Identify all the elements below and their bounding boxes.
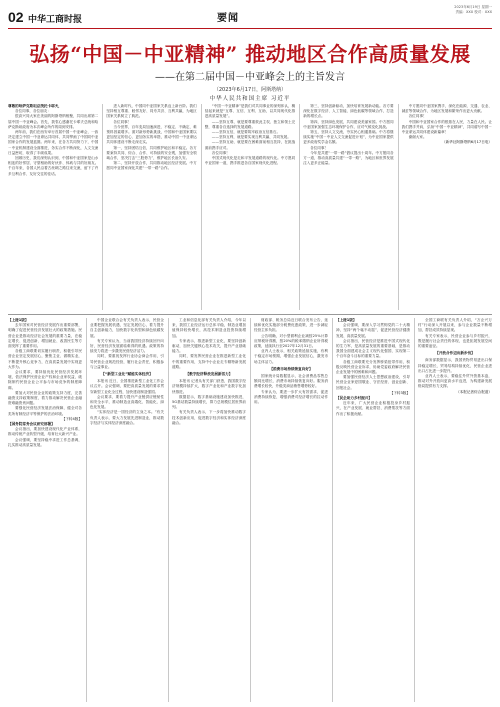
paragraph: 有关专家认为，当前我国经济持续回升向好，民营经济发展面临难得的机遇。政策的持续发力将进一步激发民营经济活力。 [90,338,164,354]
column-divider [299,104,300,310]
meta-editor: 责编：XXX 校对：XXX [455,10,492,14]
meta-date: 2023年6月19日 星期一 [454,5,492,9]
paragraph: 同时，要发挥民营企业在推进新型工业化中的重要作用，支持中小企业走专精特新发展道路。 [172,354,246,369]
byline: 中华人民共和国主席 习近平 [209,96,291,102]
paragraph: ——坚持互信，就是要筑牢政治互信基石。 [211,130,281,135]
paragraph: 【开放合作迈出新步伐】 [435,351,475,356]
paper-name: 中华工商时报 [28,15,83,25]
headline: 弘扬“中国－中亚精神” 推动地区合作高质量发展 [29,42,471,66]
paragraph: 各位同事！ [408,114,427,119]
paragraph: 【上接1版】 [8,318,29,322]
masthead [8,4,492,28]
paragraph: 本报讯 记者从有关部门获悉，我国数字经济规模持续扩大，数字产业化和产业数字化加快推进。 [172,379,246,394]
column-divider [332,318,333,702]
paragraph: （本报记者综合报道） [456,389,492,394]
paragraph: 【下转3版】 [389,390,410,395]
paragraph: 各位同事！ [211,150,230,155]
paragraph: 专家表示，推进新型工业化，要坚持创新驱动，加快关键核心技术攻关，提升产业基础能力。 [172,338,246,354]
paragraph: 会议强调，要深入学习贯彻党的二十大精神，坚持“两个毫不动摇”，促进民营经济健康发展、高质量发展。 [336,323,410,338]
paragraph: 中国企业联合会有关负责人表示，民营企业要把握发展机遇，坚定发展信心，着力提升自主创新能力，加快数字化转型和绿色低碳发展。 [90,318,164,338]
paragraph: 会议指出，民营经济是推进中国式现代化的生力军，是高质量发展的重要基础，是推动我国全面建成社会主义现代化强国、实现第二个百年奋斗目标的重要力量。 [336,338,410,359]
paragraph: 各级工商联要充分发挥桥梁纽带作用，积极反映民营企业诉求，协助党委政府解决民营企业发展中的困难和问题。 [336,359,410,375]
paragraph: 中国和中亚国家合作的根基在人民，力量在人民。让我们携手并肩，弘扬“中国－中亚精神”，共同谱写中国－中亚命运共同体建设新篇章！ [401,119,492,135]
paragraph: 业内人士表示，要稳住外贸外资基本盘，推动对外开放向更高水平迈进，为构建新发展格局提供有力支撑。 [418,374,492,389]
paragraph: 进入新时代，中国同中亚国家关系迈上新台阶。我们坚持相互尊重、睦邻友好、同舟共济、互利共赢，为地区国家关系树立了典范。 [106,104,197,119]
column-divider [201,104,202,310]
text-column [336,318,410,702]
text-column [172,318,246,702]
paragraph: 【民企助力乡村振兴】 [336,396,372,401]
paragraph: “实体经济是一国经济的立身之本。”有关负责人表示，要大力发展先进制造业，推动数字经济与实体经济深度融合。 [90,410,164,425]
column-divider [102,104,103,310]
paragraph: 【上接1版】 [336,318,357,322]
paragraph: 第二，坚持开放合作，共同推动地区经济发展。中方愿同中亚国家深化共建“一带一路”合作。 [106,161,197,171]
paragraph: 会议要求，要着力提升产业链供应链韧性和安全水平，推动制造业高端化、智能化、绿色化发展。 [90,394,164,410]
paragraph: 近年来，广大民营企业积极投身乡村振兴，在产业发展、就业帮扶、消费帮扶等方面作出了积极贡献。 [336,401,410,416]
paragraph: ——坚持互尊，就是要尊重彼此主权、独立和领土完整，尊重各自选择的发展道路。 [204,119,296,129]
section-title: 要闻 [217,13,239,24]
text-column [303,104,393,310]
column-divider [398,104,399,310]
paragraph: 各位同事！ [113,119,132,124]
text-column [402,104,492,310]
page-number: 02 [8,9,24,25]
paragraph: 两年前，我们在西安举行首届中国－中亚峰会，一致决定建立中国－中亚命运共同体，共同擘画了中国同中亚国家合作的发展蓝图。两年来，在各方共同努力下，中国－中亚机制建设全面推进，务实合作不断深化，人文交流日益密切，取得了丰硕成果。 [8,130,99,155]
paragraph: 【消费市场持续恢复向好】 [269,366,313,371]
masthead-rule [8,28,492,29]
paragraph: 【“新型工业化”赋能实体经济】 [101,372,153,377]
text-column [106,104,196,310]
paragraph: （新华社阿斯塔纳6月17日电） [442,140,492,145]
paragraph: 要加大对民营企业的政策支持力度，完善融资支持政策制度，着力推动解决民营企业融资难融资贵问题。 [8,390,82,406]
section-divider [8,314,492,315]
paragraph: 当今世界，百年变局加速演进，不稳定、不确定、难预料因素增多。面对新形势新挑战，中国和中亚国家要以更加坚定的信心、更加务实的举措，推动中国－中亚命运共同体建设不断走深走实。 [106,124,197,145]
paragraph: 各级工商联要切实履行职责，积极引导民营企业坚定发展信心，聚焦主业、做精实业，不断提升核心竞争力，在高质量发展中实现更大作为。 [8,349,82,369]
column-divider [250,318,251,702]
text-column [418,318,492,702]
text-column [8,318,82,702]
paragraph: 谢谢大家。 [408,135,427,140]
column-divider [168,318,169,702]
paragraph: 各位同事！ [310,145,329,150]
paragraph: 财政部、税务总局近日联合发布公告，延续和优化实施部分税费优惠政策，进一步减轻经营主体负担。 [254,318,328,333]
text-column [254,318,328,702]
paragraph: 会议强调，要坚持稳中求进工作总基调，扎实推动高质量发展。 [8,437,82,447]
paragraph: 全国工商联有关负责人介绍，“万企兴万村”行动深入开展以来，参与企业数量不断增加，帮扶成效持续显现。 [418,318,492,333]
paragraph: 中国式现代化是走和平发展道路的现代化。中方愿同中亚国家一道，携手推进各自国家现代化进程。 [204,156,296,166]
paragraph: 【国务院常务会议研究部署】 [8,422,55,427]
paragraph: 会议指出，要加快建设现代化产业体系，推动传统产业转型升级，培育壮大新兴产业。 [8,427,82,437]
paragraph: 今年是共建“一带一路”倡议提出十周年。中方愿同各方一道，推动高质量共建“一带一路”，为地区和世界发展注入更多正能量。 [303,150,394,166]
speech-date: （2023年6月17日，阿斯塔纳） [213,87,287,93]
paragraph: 公告明确，对小型微利企业减按25%计算应纳税所得额，按20%的税率缴纳企业所得税政策，延续执行至2027年12月31日。 [254,333,328,349]
paragraph: 有关负责人表示，下一步将加快推动数字技术创新应用，促进数字经济和实体经济深度融合。 [172,410,246,425]
paragraph: 商务部数据显示，我国货物贸易进出口保持稳定增长，贸易结构持续优化，民营企业进出口占比进一步提升。 [418,358,492,373]
paragraph: 去年国家对民营经济发展作出重要部署，明确了促进民营经济发展壮大的政策措施。民营企业是推动经济社会发展的重要力量，在稳定增长、促进创新、增加就业、改善民生等方面发挥了重要作用。 [8,323,82,349]
paragraph: 要加强民营经济人士思想政治建设，引导民营企业家爱国敬业、守法经营、创业创新、回报社会。 [336,375,410,390]
text-column [205,104,295,310]
paragraph: 工业和信息化部有关负责人介绍，今年以来，我国工业经济运行总体平稳，制造业增加值保持较快增长，高技术制造业投资持续增加。 [172,318,246,338]
text-column [8,104,98,310]
paragraph: 有关专家表示，民营企业参与乡村振兴，既是履行社会责任的体现，也是拓展发展空间的重要途径。 [418,333,492,349]
paragraph: 第四，坚持绿色发展，共同建设美丽家园。中方愿同中亚国家加强生态环境保护合作，应对气候变化挑战。 [303,119,394,129]
subheadline: ——在第二届中国－中亚峰会上的主旨发言 [155,72,345,83]
paragraph: 数据显示，数字基础设施建设加快推进，5G基站数量持续增长，算力总规模位居世界前列。 [172,394,246,410]
paragraph: 中方愿同中亚国家携手，深化在能源、交通、农业、减贫等领域合作，为地区发展和繁荣作出更大贡献。 [401,104,492,114]
paragraph: 要强化民营经济发展法治保障，健全对各类所有制经济平等保护的法治环境。 [8,406,82,416]
paragraph: 第三，坚持创新驱动，加快培育发展新动能。各方要深化在数字经济、人工智能、绿色低碳等领域合作，打造新的增长点。 [303,104,394,119]
paragraph: 【数字经济释放发展新活力】 [185,372,233,377]
column-divider [414,318,415,702]
text-column [90,318,164,702]
paragraph: 本报讯 近日，全国推进新型工业化工作会议召开。会议强调，要把高质量发展的要求贯穿新型工业化全过程，加快建设制造强国。 [90,379,164,394]
paragraph: 第五，坚持人文交流，夯实民心相通基础。中方将继续实施“中国－中亚人文交流促进计划”，为中亚国家提供更多政府奖学金名额。 [303,130,394,145]
paragraph: 专家认为，要进一步扩大有效需求，促进消费持续恢复，增强消费对经济增长的拉动作用。 [254,389,328,405]
paragraph: 回顾历史，我们深刻认识到，中国和中亚国家是山水相连的好邻居、守望相助的好伙伴、休戚与共的好朋友。千百年来，各国人民沿着古丝绸之路往来交流，留下了许多互利合作、友好交往的佳话。 [8,156,99,176]
paragraph: 很高兴同大家在美丽的阿斯塔纳相聚，共同出席第二届中国－中亚峰会。首先，我衷心感谢托卡耶夫总统和哈萨克斯坦政府为本次峰会所作的周到安排。 [8,114,99,129]
column-divider [86,318,87,702]
paragraph: 第一，坚持团结互信，共同维护地区和平稳定。各方要秉持共同、综合、合作、可持续的安全观，加强安全领域合作，坚决打击“三股势力”，维护地区长治久安。 [106,145,197,161]
paragraph: 同时，要重视发挥行业协会商会作用，引导民营企业规范经营，履行社会责任，积极参与公益事业。 [90,354,164,369]
paragraph: 业内人士表示，相关政策延续实施，有利于稳定市场预期，增强企业发展信心，激发市场主体活力。 [254,349,328,364]
paragraph: 国家统计局数据显示，社会消费品零售总额同比增长，消费市场持续恢复向好。服务消费增长较快，升级类商品销售增势较好。 [254,374,328,389]
paragraph: ——坚持互助，就是要在困难面前相互扶持，在挑战面前携手应对。 [204,140,296,150]
paragraph: 【下转4版】 [61,416,82,421]
paragraph: 会议要求，要持续优化民营经济发展环境，依法保护民营企业产权和企业家权益，破除制约民营企业公平参与市场竞争的制度障碍。 [8,370,82,390]
paragraph: “中国－中亚精神”是我们对共同事业的深刻体认，概括起来就是“互尊、互信、互利、互助，以共同现代化推进高质量发展”。 [204,104,296,119]
paragraph: ——坚持互利，就是要实现互利共赢、共同发展。 [211,135,291,140]
paragraph: 各位同事，各位朋友： [15,109,51,114]
paragraph: 尊敬的哈萨克斯坦总统托卡耶夫， [8,104,62,108]
masthead-meta [454,5,492,15]
